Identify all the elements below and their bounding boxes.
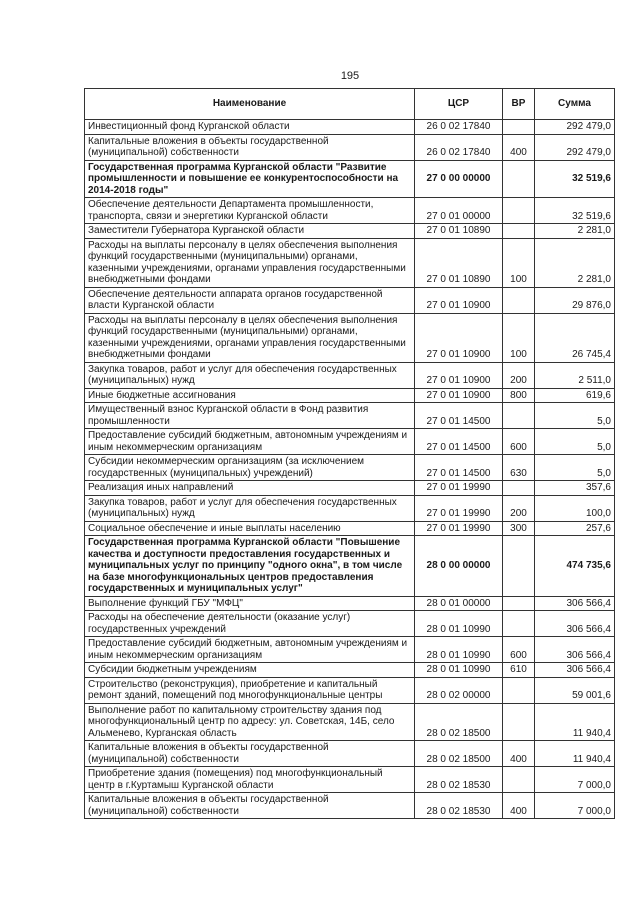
table-body xyxy=(85,120,615,819)
row-name: Субсидии некоммерческим организациям (за исключением государственных (муниципальных) учреждений) xyxy=(85,455,415,481)
row-sum: 2 281,0 xyxy=(535,224,615,239)
row-vr xyxy=(503,596,535,611)
row-name: Государственная программа Курганской области "Повышение качества и доступности предоставления государственных и муниципальных услуг по принципу "одного окна", в том числе на базе многофункциональных центров предоставления государственных и муниципальных услуг" xyxy=(85,536,415,597)
table-row xyxy=(85,663,615,678)
row-vr: 400 xyxy=(503,793,535,819)
row-csr: 28 0 01 10990 xyxy=(415,663,503,678)
row-csr: 27 0 01 10900 xyxy=(415,287,503,313)
header-sum: Сумма xyxy=(535,89,615,120)
row-csr: 26 0 02 17840 xyxy=(415,120,503,135)
row-csr: 27 0 01 10890 xyxy=(415,238,503,287)
row-vr xyxy=(503,287,535,313)
row-name: Приобретение здания (помещения) под многофункциональный центр в г.Куртамыш Курганской области xyxy=(85,767,415,793)
row-sum: 11 940,4 xyxy=(535,703,615,741)
row-vr: 800 xyxy=(503,388,535,403)
row-csr: 27 0 01 10890 xyxy=(415,224,503,239)
row-name: Заместители Губернатора Курганской области xyxy=(85,224,415,239)
row-csr: 28 0 02 18500 xyxy=(415,741,503,767)
row-name: Капитальные вложения в объекты государственной (муниципальной) собственности xyxy=(85,134,415,160)
row-vr xyxy=(503,767,535,793)
row-name: Закупка товаров, работ и услуг для обеспечения государственных (муниципальных) нужд xyxy=(85,495,415,521)
row-vr xyxy=(503,198,535,224)
table-row xyxy=(85,703,615,741)
row-name: Государственная программа Курганской области "Развитие промышленности и повышение ее конкурентоспособности на 2014-2018 годы" xyxy=(85,160,415,198)
row-vr: 400 xyxy=(503,741,535,767)
table-row xyxy=(85,637,615,663)
row-csr: 28 0 00 00000 xyxy=(415,536,503,597)
row-csr: 27 0 01 14500 xyxy=(415,429,503,455)
table-row xyxy=(85,388,615,403)
row-name: Расходы на выплаты персоналу в целях обеспечения выполнения функций государственными (муниципальными) органами, казенными учреждениями, органами управления государственными внебюджетными фондами xyxy=(85,238,415,287)
row-sum: 357,6 xyxy=(535,481,615,496)
table-row xyxy=(85,521,615,536)
row-vr xyxy=(503,677,535,703)
row-sum: 292 479,0 xyxy=(535,134,615,160)
row-name: Предоставление субсидий бюджетным, автономным учреждениям и иным некоммерческим организациям xyxy=(85,429,415,455)
row-name: Иные бюджетные ассигнования xyxy=(85,388,415,403)
row-name: Выполнение функций ГБУ "МФЦ" xyxy=(85,596,415,611)
row-csr: 28 0 01 10990 xyxy=(415,637,503,663)
table-row xyxy=(85,536,615,597)
row-sum: 474 735,6 xyxy=(535,536,615,597)
row-sum: 2 511,0 xyxy=(535,362,615,388)
table-row xyxy=(85,793,615,819)
table-row xyxy=(85,455,615,481)
row-name: Расходы на выплаты персоналу в целях обеспечения выполнения функций государственными (муниципальными) органами, казенными учреждениями, органами управления государственными внебюджетными фондами xyxy=(85,313,415,362)
row-csr: 27 0 01 14500 xyxy=(415,455,503,481)
table-row xyxy=(85,677,615,703)
table-row xyxy=(85,120,615,135)
table-row xyxy=(85,741,615,767)
row-sum: 32 519,6 xyxy=(535,198,615,224)
row-name: Реализация иных направлений xyxy=(85,481,415,496)
table-row xyxy=(85,238,615,287)
row-name: Инвестиционный фонд Курганской области xyxy=(85,120,415,135)
row-name: Расходы на обеспечение деятельности (оказание услуг) государственных учреждений xyxy=(85,611,415,637)
row-sum: 2 281,0 xyxy=(535,238,615,287)
row-name: Субсидии бюджетным учреждениям xyxy=(85,663,415,678)
row-csr: 27 0 01 10900 xyxy=(415,388,503,403)
row-sum: 32 519,6 xyxy=(535,160,615,198)
row-name: Обеспечение деятельности Департамента промышленности, транспорта, связи и энергетики Курганской области xyxy=(85,198,415,224)
row-csr: 27 0 01 19990 xyxy=(415,495,503,521)
row-vr: 600 xyxy=(503,637,535,663)
row-csr: 27 0 01 10900 xyxy=(415,313,503,362)
row-vr: 400 xyxy=(503,134,535,160)
row-sum: 292 479,0 xyxy=(535,120,615,135)
table-row xyxy=(85,767,615,793)
row-sum: 306 566,4 xyxy=(535,663,615,678)
header-csr: ЦСР xyxy=(415,89,503,120)
row-sum: 257,6 xyxy=(535,521,615,536)
row-sum: 5,0 xyxy=(535,455,615,481)
row-csr: 27 0 01 14500 xyxy=(415,403,503,429)
budget-table xyxy=(84,88,615,819)
row-vr: 100 xyxy=(503,238,535,287)
row-csr: 28 0 02 18530 xyxy=(415,767,503,793)
row-vr xyxy=(503,120,535,135)
row-name: Предоставление субсидий бюджетным, автономным учреждениям и иным некоммерческим организациям xyxy=(85,637,415,663)
row-csr: 27 0 01 10900 xyxy=(415,362,503,388)
row-name: Капитальные вложения в объекты государственной (муниципальной) собственности xyxy=(85,741,415,767)
table-row xyxy=(85,596,615,611)
row-csr: 28 0 02 18530 xyxy=(415,793,503,819)
row-csr: 28 0 01 10990 xyxy=(415,611,503,637)
row-vr: 630 xyxy=(503,455,535,481)
table-header-row xyxy=(85,89,615,120)
table-row xyxy=(85,481,615,496)
row-vr xyxy=(503,224,535,239)
row-sum: 306 566,4 xyxy=(535,596,615,611)
row-sum: 100,0 xyxy=(535,495,615,521)
row-sum: 26 745,4 xyxy=(535,313,615,362)
row-sum: 7 000,0 xyxy=(535,793,615,819)
table-row xyxy=(85,224,615,239)
row-sum: 7 000,0 xyxy=(535,767,615,793)
row-sum: 11 940,4 xyxy=(535,741,615,767)
row-vr: 610 xyxy=(503,663,535,678)
row-sum: 619,6 xyxy=(535,388,615,403)
table-row xyxy=(85,287,615,313)
row-csr: 28 0 02 00000 xyxy=(415,677,503,703)
row-name: Строительство (реконструкция), приобретение и капитальный ремонт зданий, помещений под многофункциональные центры xyxy=(85,677,415,703)
row-vr: 300 xyxy=(503,521,535,536)
table-row xyxy=(85,611,615,637)
row-vr: 200 xyxy=(503,362,535,388)
row-vr xyxy=(503,703,535,741)
table-row xyxy=(85,160,615,198)
row-csr: 26 0 02 17840 xyxy=(415,134,503,160)
row-vr xyxy=(503,160,535,198)
table-row xyxy=(85,429,615,455)
row-csr: 27 0 00 00000 xyxy=(415,160,503,198)
table-row xyxy=(85,198,615,224)
page-number: 195 xyxy=(340,70,360,82)
row-sum: 5,0 xyxy=(535,403,615,429)
row-sum: 306 566,4 xyxy=(535,611,615,637)
row-vr xyxy=(503,481,535,496)
row-sum: 29 876,0 xyxy=(535,287,615,313)
row-name: Закупка товаров, работ и услуг для обеспечения государственных (муниципальных) нужд xyxy=(85,362,415,388)
row-csr: 27 0 01 00000 xyxy=(415,198,503,224)
row-csr: 28 0 01 00000 xyxy=(415,596,503,611)
row-name: Социальное обеспечение и иные выплаты населению xyxy=(85,521,415,536)
row-name: Выполнение работ по капитальному строительству здания под многофункциональный центр по адресу: ул. Советская, 14Б, село Альменево, Курганская область xyxy=(85,703,415,741)
row-vr xyxy=(503,536,535,597)
row-name: Обеспечение деятельности аппарата органов государственной власти Курганской области xyxy=(85,287,415,313)
header-name: Наименование xyxy=(85,89,415,120)
row-sum: 59 001,6 xyxy=(535,677,615,703)
table-row xyxy=(85,313,615,362)
row-vr xyxy=(503,611,535,637)
table-row xyxy=(85,134,615,160)
row-csr: 27 0 01 19990 xyxy=(415,481,503,496)
row-csr: 27 0 01 19990 xyxy=(415,521,503,536)
row-vr: 100 xyxy=(503,313,535,362)
row-vr: 200 xyxy=(503,495,535,521)
row-csr: 28 0 02 18500 xyxy=(415,703,503,741)
table-row xyxy=(85,362,615,388)
row-vr xyxy=(503,403,535,429)
row-vr: 600 xyxy=(503,429,535,455)
table-row xyxy=(85,495,615,521)
header-vr: ВР xyxy=(503,89,535,120)
row-sum: 306 566,4 xyxy=(535,637,615,663)
row-sum: 5,0 xyxy=(535,429,615,455)
row-name: Капитальные вложения в объекты государственной (муниципальной) собственности xyxy=(85,793,415,819)
table-row xyxy=(85,403,615,429)
row-name: Имущественный взнос Курганской области в Фонд развития промышленности xyxy=(85,403,415,429)
